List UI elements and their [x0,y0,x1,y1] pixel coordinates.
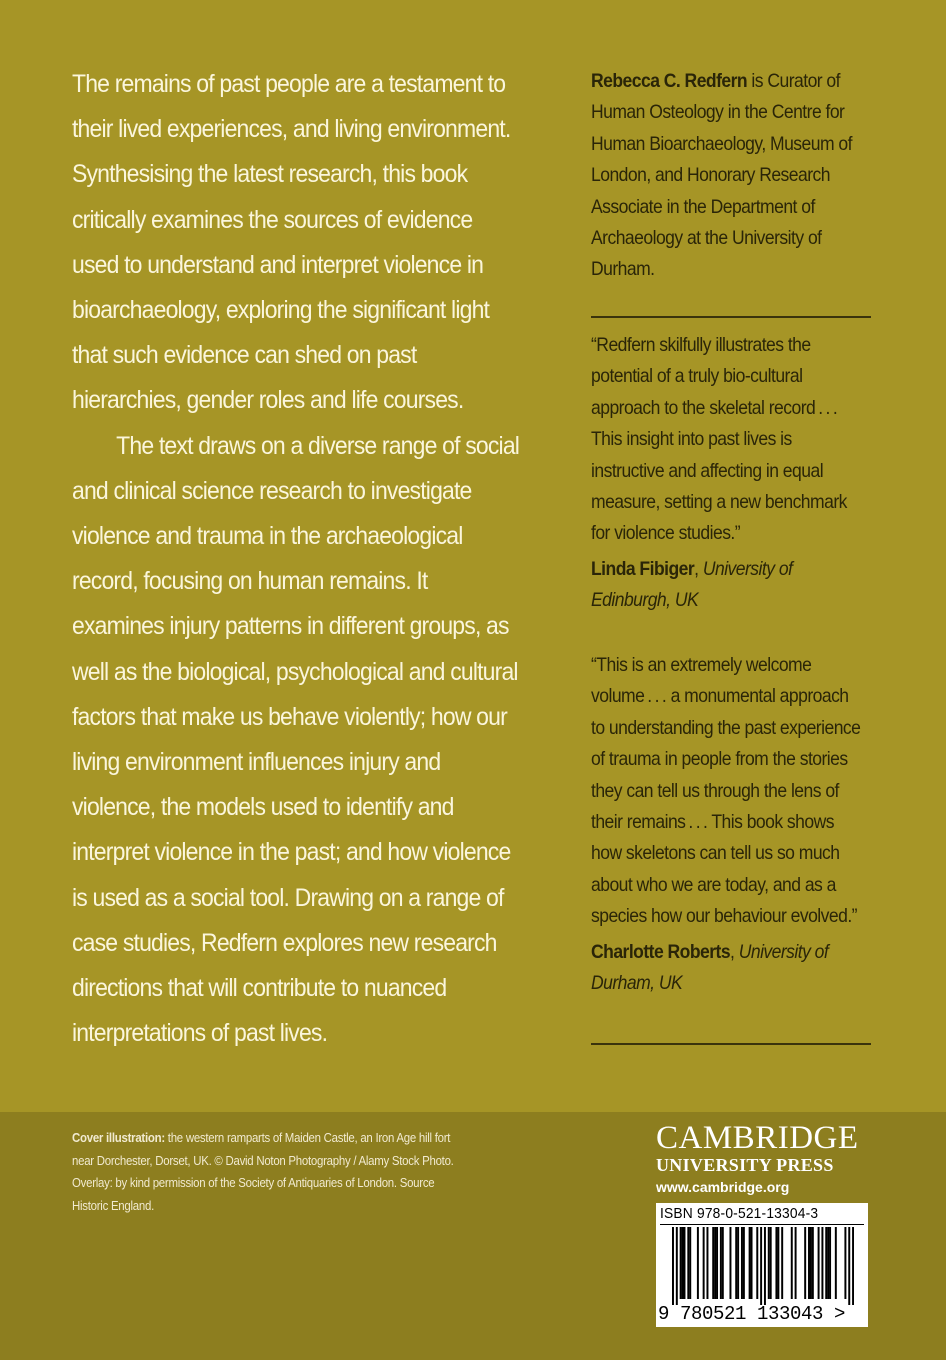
divider-1 [591,316,871,318]
endorsement-quote: “Redfern skilfully illustrates the potential of a truly bio-cultural approach to the skeletal record . . . This insight into past lives is instructive and affecting in equal measure, setting a new benchmark for violence studies.” [591,334,847,545]
barcode-bar [818,1227,820,1299]
endorser-affiliation: University of Edinburgh, UK [591,557,793,612]
barcode-bar [697,1227,699,1299]
barcode-bar [760,1227,762,1305]
author-name: Rebecca C. Redfern [591,70,748,92]
publisher-logo-subtitle: UNIVERSITY PRESS [656,1155,834,1175]
barcode-bars [672,1227,854,1305]
publisher-logo-name: CAMBRIDGE [656,1120,859,1156]
barcode-bar [768,1227,770,1299]
barcode-bar [680,1227,682,1299]
barcode-bar [770,1227,772,1299]
barcode-bar [741,1227,743,1299]
barcode-bar [756,1227,758,1299]
credits-text: the western ramparts of Maiden Castle, an Iron Age hill fort near Dorchester, Dorset, UK. © David Noton Photography / Alamy Stock Photo. Overlay: by kind permission of the Society of Antiquaries of London. Source Historic England. [72,1130,454,1213]
author-bio [591,66,861,286]
isbn-label: ISBN 978-0-521-13304-3 [660,1205,819,1222]
isbn-underline [660,1224,864,1225]
barcode-bar [848,1227,850,1305]
barcode-bar [720,1227,722,1299]
barcode-bar [781,1227,783,1299]
endorsement-quote: “This is an extremely welcome volume . . . a monumental approach to understanding the past experience of trauma in people from the stories they can tell us through the lens of their remains . . . This book shows how skeletons can tell us so much about who we are today, and as a species how our behaviour evolved.” [591,654,861,928]
barcode-bar [712,1227,714,1299]
barcode-bar [810,1227,812,1299]
barcode-bar [775,1227,777,1299]
barcode-bar [743,1227,745,1299]
endorsement-2: “This is an extremely welcome volume . . . a monumental approach to understanding the past experience of trauma in people from the stories they can tell us through the lens of their remains . . . This book shows how skeletons can tell us so much about who we are today, and as a species how our behaviour evolved.” Charlotte Roberts, University of Durham, UK [591,650,861,999]
barcode-bar [804,1227,806,1299]
barcode-bar [777,1227,779,1299]
barcode-bar [749,1227,751,1299]
barcode-bar [795,1227,797,1299]
credits-label: Cover illustration: [72,1130,165,1145]
barcode-bar [735,1227,737,1299]
author-bio-text: is Curator of Human Osteology in the Centre for Human Bioarchaeology, Museum of London, and Honorary Research Associate in the Department of Archaeology at the University of Durham. [591,70,852,281]
endorser-name: Charlotte Roberts [591,940,731,963]
barcode-bar [722,1227,724,1299]
barcode-bar [676,1227,678,1305]
barcode-bar [852,1227,854,1305]
barcode-bar [829,1227,831,1299]
endorsement-1: “Redfern skilfully illustrates the potential of a truly bio-cultural approach to the skeletal record . . . This insight into past lives is instructive and affecting in equal measure, setting a new benchmark for violence studies.” Linda Fibiger, University of Edinburgh, UK [591,330,861,617]
barcode [656,1203,868,1327]
barcode-bar [764,1227,766,1305]
endorser-name: Linda Fibiger [591,557,695,580]
barcode-bar [825,1227,827,1299]
barcode-bar [729,1227,731,1299]
barcode-bar [672,1227,674,1305]
endorser-affiliation: University of Durham, UK [591,940,829,995]
cover-credits [72,1127,459,1217]
barcode-bar [808,1227,810,1299]
blurb [72,62,523,1056]
barcode-bar [683,1227,685,1299]
barcode-bar [821,1227,823,1299]
barcode-bar [812,1227,814,1299]
barcode-bar [703,1227,705,1299]
barcode-bar [827,1227,829,1299]
divider-2 [591,1043,871,1045]
barcode-bar [751,1227,753,1299]
blurb-paragraph-2: The text draws on a diverse range of social and clinical science research to investigate violence and trauma in the archaeological record, focusing on human remains. It examines injury patterns in different groups, as well as the biological, psychological and cultural factors that make us behave violently; how our living environment influences injury and violence, the models used to identify and interpret violence in the past; and how violence is used as a social tool. Drawing on a range of case studies, Redfern explores new research directions that will contribute to nuanced interpretations of past lives. [72,431,520,1048]
barcode-bar [714,1227,716,1299]
barcode-bar [716,1227,718,1299]
barcode-bar [835,1227,837,1299]
barcode-bar [737,1227,739,1299]
blurb-paragraph-1: The remains of past people are a testament to their lived experiences, and living environment. Synthesising the latest research, this book critically examines the sources of evidence used to understand and interpret violence in bioarchaeology, exploring the significant light that such evidence can shed on past hierarchies, gender roles and life courses. [72,70,511,415]
barcode-bar [689,1227,691,1299]
barcode-bar [687,1227,689,1299]
barcode-digits: 9 780521 133043 > [658,1303,846,1325]
publisher-website: www.cambridge.org [656,1179,790,1195]
barcode-bar [682,1227,684,1299]
barcode-bar [844,1227,846,1299]
barcode-bar [706,1227,708,1299]
barcode-bar [791,1227,793,1299]
